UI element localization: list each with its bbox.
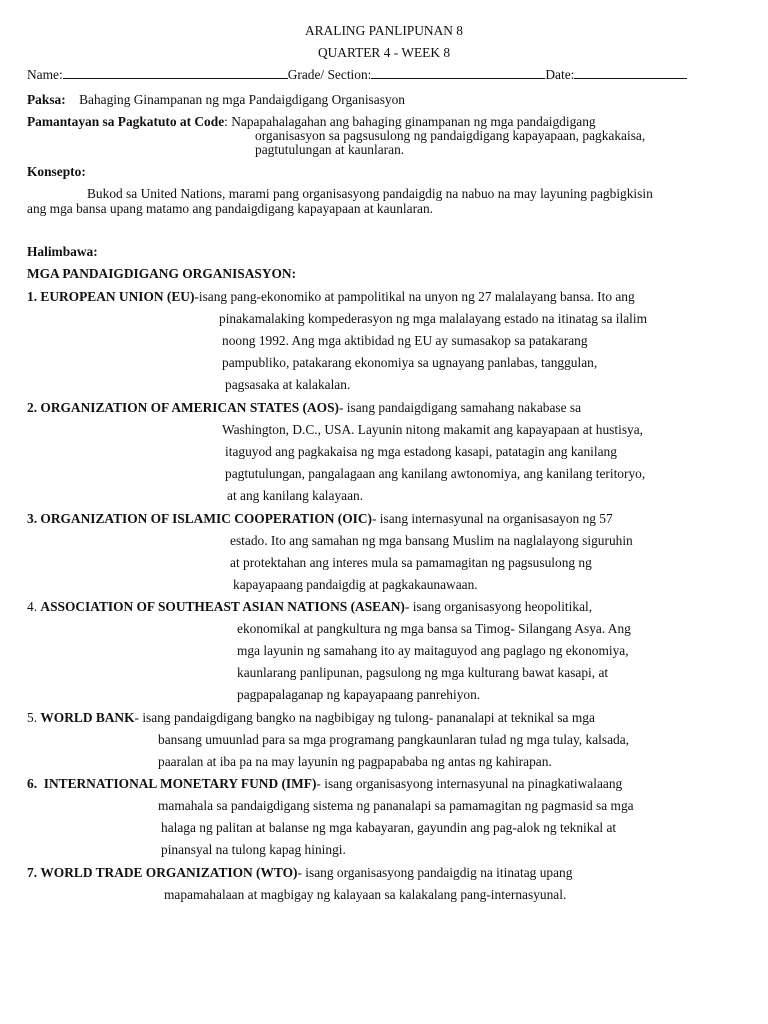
name-label: Name:	[27, 67, 63, 82]
worksheet-subtitle: QUARTER 4 - WEEK 8	[317, 45, 451, 60]
org-name: ASSOCIATION OF SOUTHEAST ASIAN NATIONS (ASEAN)	[40, 599, 405, 614]
org-line: ekonomikal at pangkultura ng mga bansa sa Timog- Silangang Asya. Ang	[237, 621, 631, 636]
grade-section-label: Grade/ Section:	[287, 67, 372, 82]
org-number: 6.	[27, 776, 38, 791]
pamantayan-row: Pamantayan sa Pagkatuto at Code: Napapahalagahan ang bahaging ginampanan ng mga pandaigdigang	[27, 114, 596, 129]
konsepto-line: Bukod sa United Nations, marami pang organisasyong pandaigdig na nabuo na may layuning pagbigkisin	[87, 186, 653, 201]
org-name: WORLD BANK	[40, 710, 135, 725]
org-number: 7.	[27, 865, 38, 880]
org-line: -isang pang-ekonomiko at pampolitikal na unyon ng 27 malalayang bansa. Ito ang	[194, 289, 635, 304]
org-line: kapayapaang pandaigdig at pagkakaunawaan.	[233, 577, 478, 592]
org-line: - isang organisasyong pandaigdig na itinatag upang	[297, 865, 573, 880]
org-name: EUROPEAN UNION (EU)	[40, 289, 195, 304]
paksa-text: Bahaging Ginampanan ng mga Pandaigdigang Organisasyon	[79, 92, 405, 107]
org-name: WORLD TRADE ORGANIZATION (WTO)	[40, 865, 298, 880]
org-item-eu	[27, 288, 635, 306]
org-line: pampubliko, patakarang ekonomiya sa ugnayang panlabas, tanggulan,	[222, 355, 598, 370]
name-blank[interactable]	[63, 66, 288, 79]
org-number: 5.	[27, 710, 38, 725]
grade-section-blank[interactable]	[371, 66, 545, 79]
org-line: - isang internasyunal na organisasayon ng 57	[371, 511, 613, 526]
worksheet-title: ARALING PANLIPUNAN 8	[305, 23, 463, 38]
org-item-imf	[27, 775, 622, 793]
section-title: MGA PANDAIGDIGANG ORGANISASYON:	[27, 266, 297, 281]
org-line: halaga ng palitan at balanse ng mga kabayaran, gayundin ang pag-alok ng teknikal at	[161, 820, 617, 835]
konsepto-line: ang mga bansa upang matamo ang pandaigdigang kapayapaan at kaunlaran.	[27, 201, 434, 216]
org-item-aos	[27, 399, 581, 417]
org-number: 1.	[27, 289, 38, 304]
org-line: - isang pandaigdigang samahang nakabase sa	[339, 400, 582, 415]
org-line: Washington, D.C., USA. Layunin nitong makamit ang kapayapaan at hustisya,	[222, 422, 644, 437]
pamantayan-label: Pamantayan sa Pagkatuto at Code	[27, 114, 225, 129]
org-name: ORGANIZATION OF ISLAMIC COOPERATION (OIC)	[40, 511, 372, 526]
org-line: bansang umuunlad para sa mga programang pangkaunlaran tulad ng mga tulay, kalsada,	[158, 732, 629, 747]
org-number: 3.	[27, 511, 38, 526]
org-line: pinakamalaking kompederasyon ng mga malalayang estado na itinatag sa ilalim	[219, 311, 647, 326]
org-line: at ang kanilang kalayaan.	[227, 488, 364, 503]
org-name: INTERNATIONAL MONETARY FUND (IMF)	[43, 776, 317, 791]
org-line: itaguyod ang pagkakaisa ng mga estadong kasapi, patatagin ang kanilang	[225, 444, 617, 459]
org-item-asean	[27, 598, 592, 616]
org-line: pinansyal na tulong kapag hiningi.	[161, 842, 346, 857]
org-line: mapamahalaan at magbigay ng kalayaan sa kalakalang pang-internasyunal.	[164, 887, 567, 902]
org-line: pagtutulungan, pangalagaan ang kanilang awtonomiya, ang kanilang teritoryo,	[225, 466, 646, 481]
konsepto-label: Konsepto:	[27, 164, 86, 179]
paksa-label: Paksa	[27, 92, 62, 107]
org-line: pagpapalaganap ng kapayapaang panrehiyon.	[237, 687, 481, 702]
org-line: paaralan at iba pa na may layunin ng pagpapababa ng antas ng kahirapan.	[158, 754, 552, 769]
org-number: 2.	[27, 400, 38, 415]
paksa-row: Paksa: Bahaging Ginampanan ng mga Pandaigdigang Organisasyon	[27, 92, 405, 107]
org-item-wto	[27, 864, 572, 882]
pamantayan-line: organisasyon sa pagsusulong ng pandaigdigang kapayapaan, pagkakaisa,	[255, 128, 646, 143]
pamantayan-line: Napapahalagahan ang bahaging ginampanan ng mga pandaigdigang	[231, 114, 596, 129]
org-name: ORGANIZATION OF AMERICAN STATES (AOS)	[40, 400, 339, 415]
org-item-world-bank	[27, 709, 595, 727]
pamantayan-line: pagtutulungan at kaunlaran.	[255, 142, 405, 157]
org-item-oic	[27, 510, 613, 528]
org-line: - isang organisasyong heopolitikal,	[404, 599, 593, 614]
org-line: mga layunin ng samahang ito ay maitaguyod ang paglago ng ekonomiya,	[237, 643, 629, 658]
org-line: - isang organisasyong internasyunal na pinagkatiwalaang	[316, 776, 623, 791]
halimbawa-label: Halimbawa:	[27, 244, 98, 259]
org-line: estado. Ito ang samahan ng mga bansang Muslim na naglalayong siguruhin	[230, 533, 633, 548]
org-line: kaunlarang panlipunan, pagsulong ng mga kulturang bawat kasapi, at	[237, 665, 609, 680]
date-blank[interactable]	[574, 66, 687, 79]
org-line: mamahala sa pandaigdigang sistema ng pananalapi sa pamamagitan ng pagmasid sa mga	[158, 798, 634, 813]
name-field[interactable]	[27, 66, 687, 84]
org-line: - isang pandaigdigang bangko na nagbibigay ng tulong- pananalapi at teknikal sa mga	[134, 710, 595, 725]
org-line: pagsasaka at kalakalan.	[225, 377, 351, 392]
org-line: noong 1992. Ang mga aktibidad ng EU ay sumasakop sa patakarang	[222, 333, 588, 348]
org-line: at protektahan ang interes mula sa pamamagitan ng pagsusulong ng	[230, 555, 592, 570]
org-number: 4.	[27, 599, 38, 614]
date-label: Date:	[545, 67, 575, 82]
